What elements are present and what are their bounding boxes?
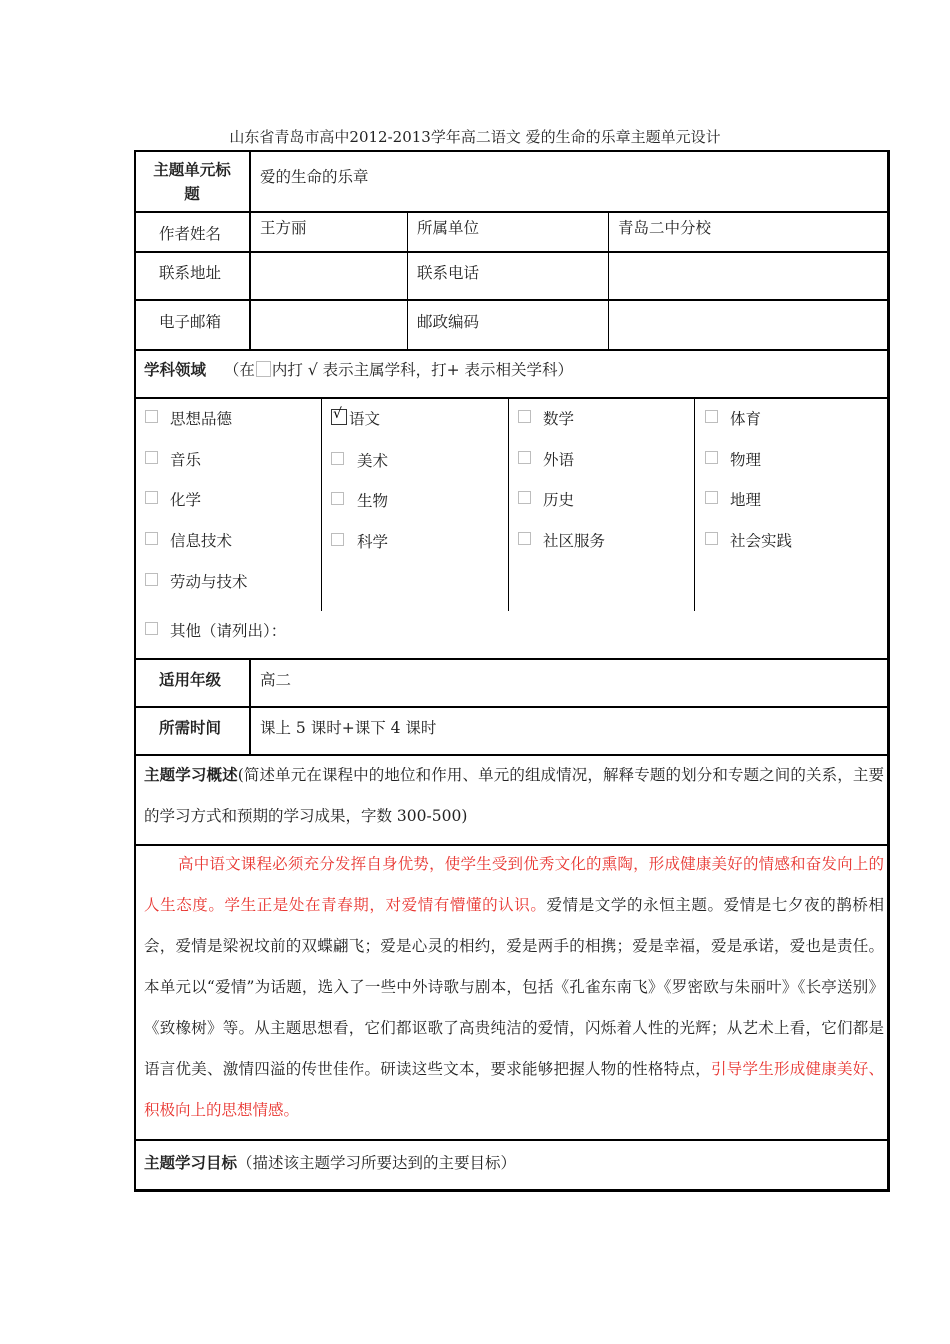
overview-body-red-2: 引导学生形成健康美好、积极向上的思想情感。 [144, 1060, 884, 1119]
unit-label: 所属单位 [417, 219, 480, 237]
checkbox-checked-icon[interactable] [331, 409, 347, 425]
subject-label: 外语 [543, 451, 575, 469]
checkbox-icon[interactable] [705, 532, 718, 545]
checkbox-icon[interactable] [145, 532, 158, 545]
author-label: 作者姓名 [159, 225, 222, 243]
checkbox-icon[interactable] [518, 491, 531, 504]
checkbox-icon[interactable] [145, 573, 158, 586]
subject-label: 物理 [730, 451, 762, 469]
column-divider [321, 398, 322, 611]
checkbox-icon[interactable] [518, 532, 531, 545]
theme-title-value: 爱的生命的乐章 [260, 168, 369, 186]
phone-label: 联系电话 [417, 264, 480, 282]
row-divider [134, 299, 890, 301]
subject-label: 语文 [349, 410, 381, 428]
subject-label: 历史 [543, 491, 575, 509]
subject-field-instr-b: 内打 √ 表示主属学科，打+ 表示相关学科） [271, 361, 574, 379]
column-divider [508, 398, 509, 611]
address-label: 联系地址 [159, 264, 222, 282]
subject-label: 体育 [730, 410, 762, 428]
author-value: 王方丽 [260, 219, 307, 237]
checkbox-sample-icon [256, 361, 271, 377]
checkbox-icon[interactable] [145, 410, 158, 423]
checkbox-icon[interactable] [145, 622, 158, 635]
unit-value: 青岛二中分校 [618, 219, 712, 237]
subject-label: 美术 [357, 452, 389, 470]
column-divider [694, 398, 695, 611]
objectives-label: 主题学习目标 [144, 1153, 238, 1172]
checkbox-icon[interactable] [145, 491, 158, 504]
email-label: 电子邮箱 [159, 313, 222, 331]
objectives-header [144, 1151, 516, 1173]
checkbox-icon[interactable] [518, 451, 531, 464]
column-divider [608, 211, 609, 350]
time-value: 课上 5 课时+课下 4 课时 [260, 719, 437, 737]
row-divider [134, 251, 890, 253]
row-divider [134, 211, 890, 213]
row-divider [134, 1139, 890, 1141]
subject-label: 社区服务 [543, 532, 606, 550]
row-divider [134, 658, 890, 660]
subject-field-header [144, 358, 573, 380]
subject-field-label: 学科领域 [144, 360, 207, 379]
grade-value: 高二 [260, 671, 292, 689]
grade-label: 适用年级 [159, 670, 222, 689]
overview-body-main: 爱情是文学的永恒主题。爱情是七夕夜的鹊桥相会，爱情是梁祝坟前的双蝶翩飞；爱是心灵的相约，爱是两手的相携；爱是幸福，爱是承诺，爱也是责任。本单元以“爱情”为话题，选入了一些中外诗歌与剧本，包括《孔雀东南飞》《罗密欧与朱丽叶》《长亭送别》《致橡树》等。从主题思想看，它们都讴歌了高贵纯洁的爱情，闪烁着人性的光辉；从艺术上看，它们都是语言优美、激情四溢的传世佳作。研读这些文本，要求能够把握人物的性格特点， [144, 896, 884, 1078]
subject-label: 化学 [170, 491, 202, 509]
subject-label: 信息技术 [170, 532, 233, 550]
overview-body [144, 844, 884, 1131]
theme-title-label: 主题单元标题 [153, 160, 231, 203]
overview-label: 主题学习概述 [144, 765, 238, 784]
checkbox-icon[interactable] [518, 410, 531, 423]
subject-label: 地理 [730, 491, 762, 509]
column-divider [407, 211, 408, 350]
checkbox-icon[interactable] [705, 451, 718, 464]
subject-field-instr-a: （在 [223, 361, 255, 379]
overview-desc: (简述单元在课程中的地位和作用、单元的组成情况，解释专题的划分和专题之间的关系，主要的学习方式和预期的学习成果，字数 300-500) [144, 766, 884, 825]
checkbox-icon[interactable] [705, 491, 718, 504]
checkbox-icon[interactable] [705, 410, 718, 423]
overview-header [144, 754, 884, 837]
subject-label: 思想品德 [170, 410, 233, 428]
checkbox-icon[interactable] [331, 533, 344, 546]
subject-label: 社会实践 [730, 532, 793, 550]
subject-label: 科学 [357, 533, 389, 551]
objectives-desc: （描述该主题学习所要达到的主要目标） [237, 1154, 517, 1172]
checkbox-icon[interactable] [331, 492, 344, 505]
postcode-label: 邮政编码 [417, 313, 480, 331]
row-divider [134, 706, 890, 708]
checkbox-icon[interactable] [145, 451, 158, 464]
document-title: 山东省青岛市高中2012-2013学年高二语文 爱的生命的乐章主题单元设计 [229, 128, 721, 146]
row-divider [134, 397, 890, 399]
row-divider [134, 349, 890, 351]
subject-label: 劳动与技术 [170, 573, 248, 591]
overview-body-red-1: 高中语文课程必须充分发挥自身优势，使学生受到优秀文化的熏陶，形成健康美好的情感和奋发向上的人生态度。学生正是处在青春期，对爱情有懵懂的认识。 [144, 855, 884, 914]
subject-label: 音乐 [170, 451, 202, 469]
subject-label: 生物 [357, 492, 389, 510]
column-divider [249, 150, 251, 350]
subject-label: 数学 [543, 410, 575, 428]
other-subject-label: 其他（请列出）： [170, 622, 287, 640]
checkbox-icon[interactable] [331, 452, 344, 465]
time-label: 所需时间 [159, 718, 222, 737]
column-divider [249, 658, 251, 755]
